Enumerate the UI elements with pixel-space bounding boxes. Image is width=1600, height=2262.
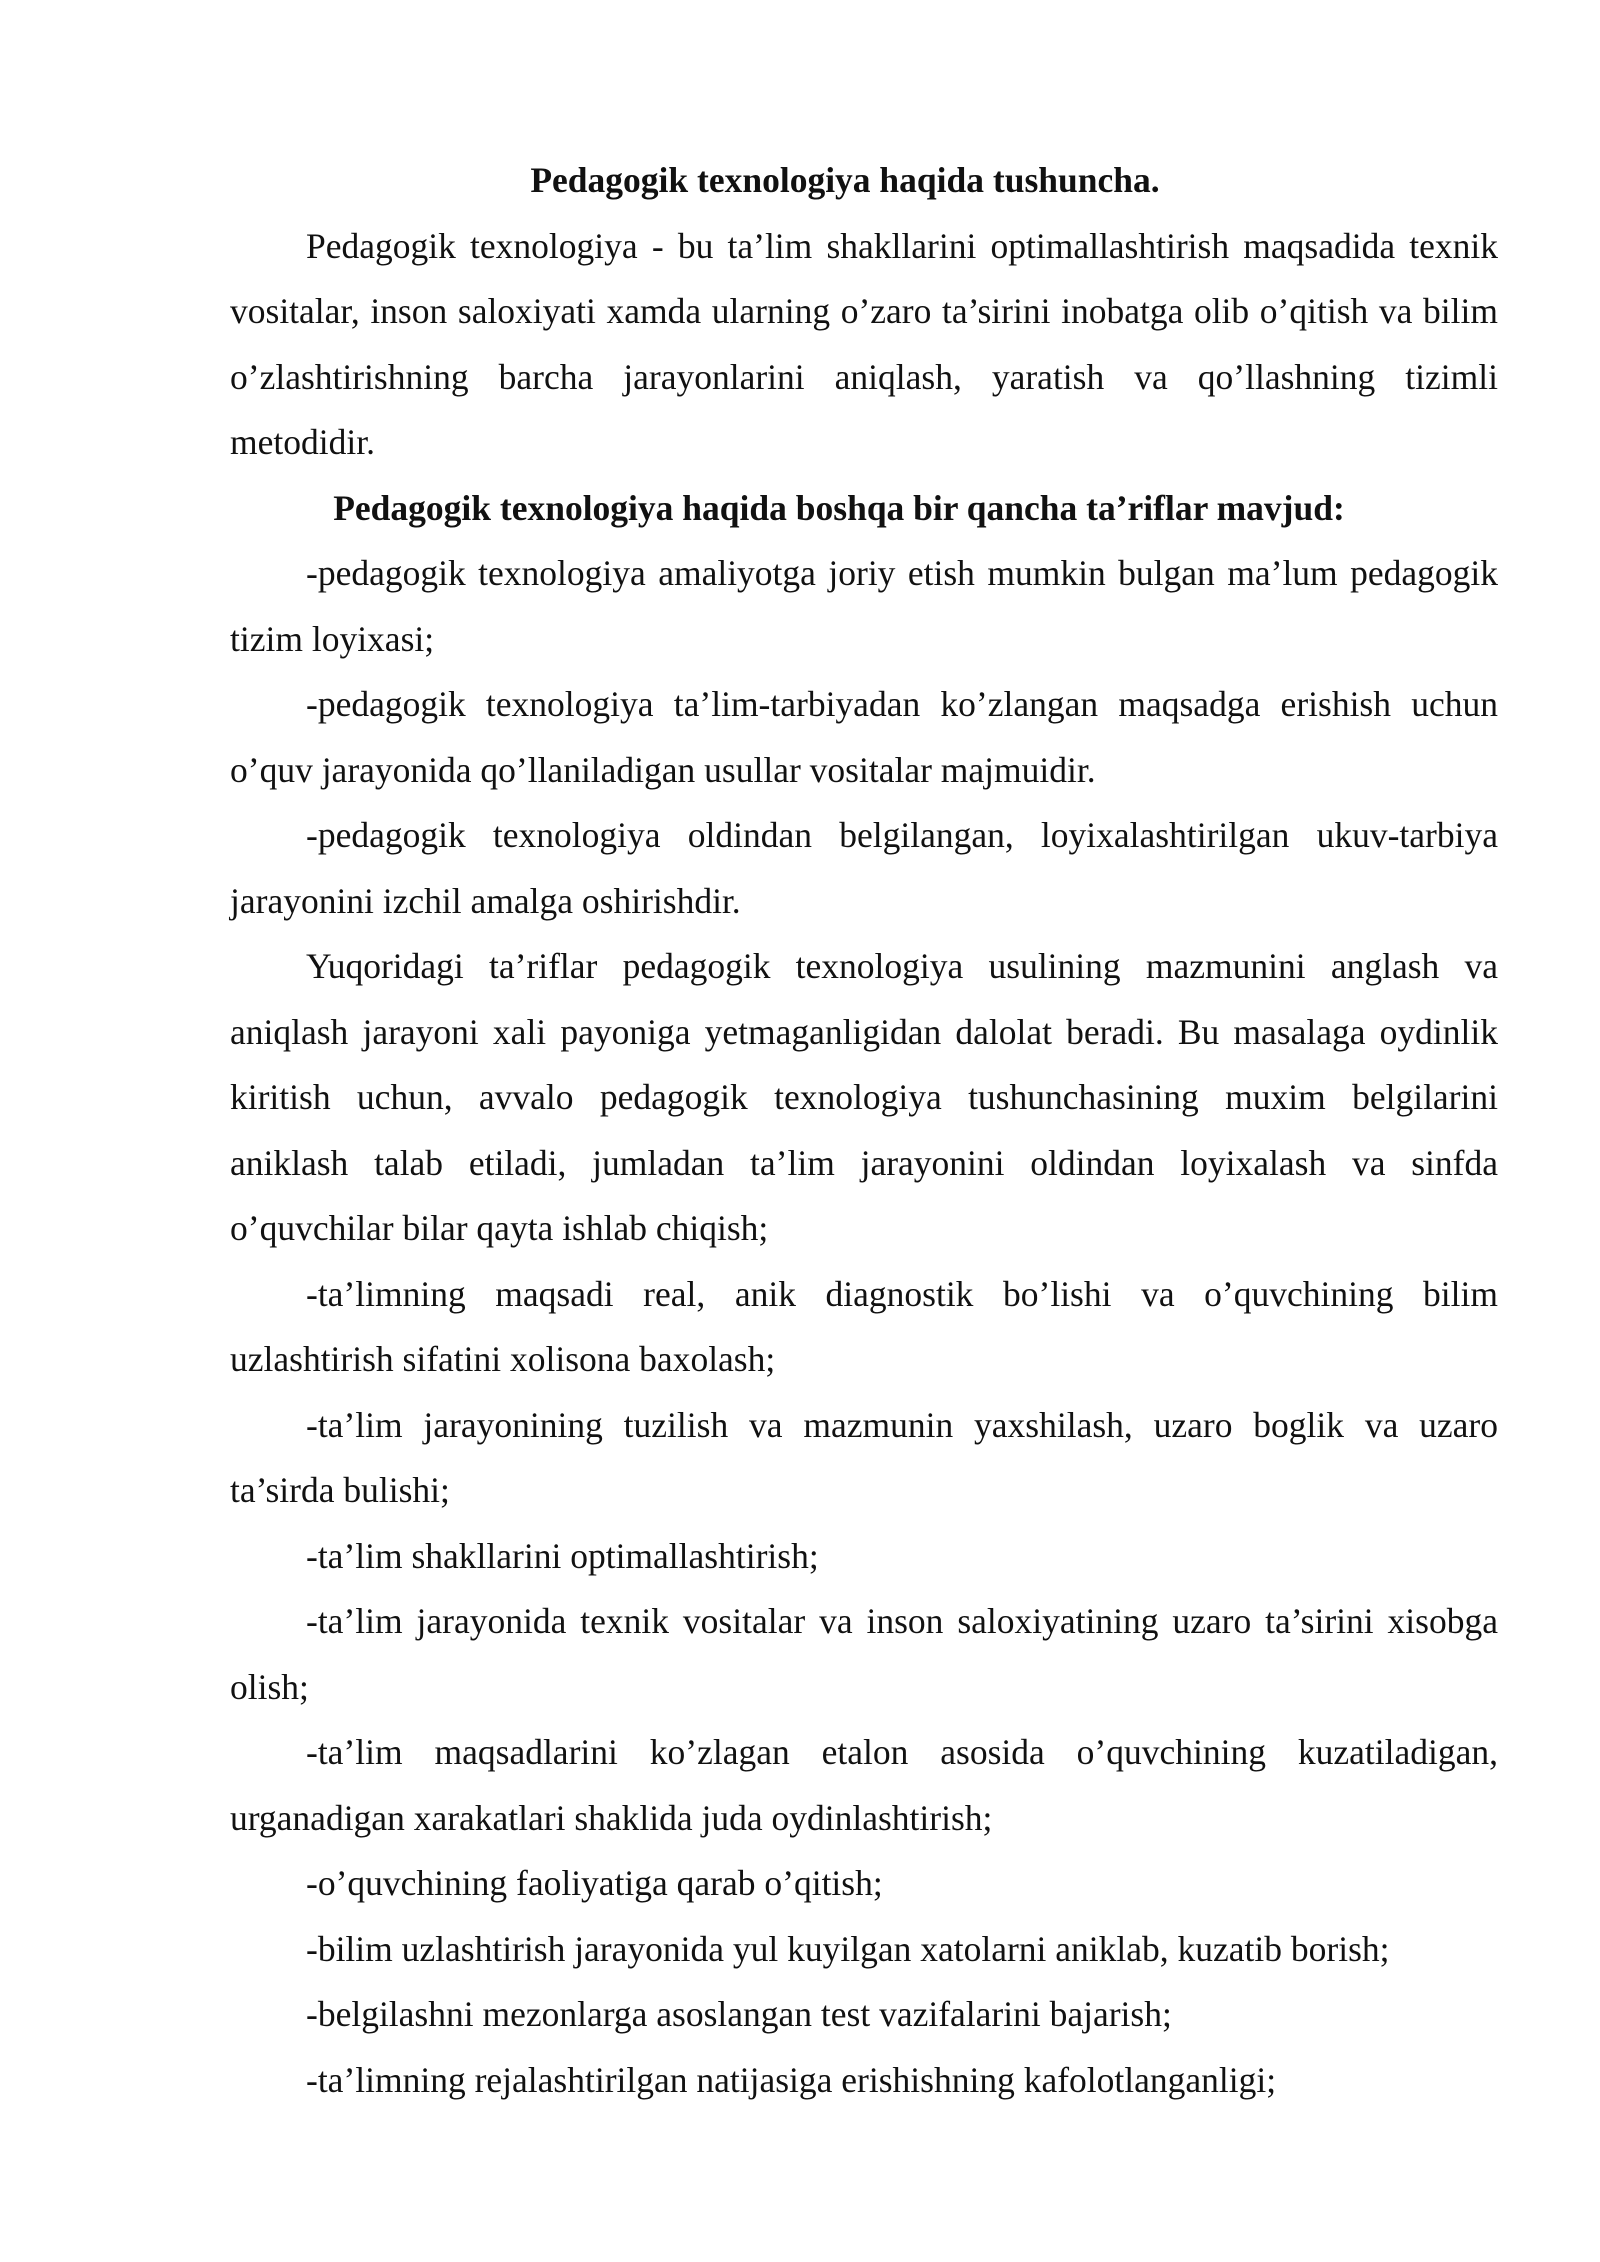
feature-item: -ta’limning rejalashtirilgan natijasiga erishishning kafolotlanganligi; (306, 2059, 1277, 2100)
feature-item: -belgilashni mezonlarga asoslangan test vazifalarini bajarish; (306, 1994, 1172, 2034)
definition-item: -pedagogik texnologiya amaliyotga joriy etish mumkin bulgan ma’lum pedagogik tizim loyixasi; (230, 553, 1498, 659)
feature-item: -ta’lim jarayonida texnik vositalar va inson saloxiyatining uzaro ta’sirini xisobga olish; (230, 1601, 1498, 1707)
feature-item: -ta’lim jarayonining tuzilish va mazmunin yaxshilash, uzaro boglik va uzaro ta’sirda bulishi; (230, 1404, 1498, 1510)
document-title: Pedagogik texnologiya haqida tushuncha. (530, 160, 1160, 200)
definitions-heading: Pedagogik texnologiya haqida boshqa bir qancha ta’riflar mavjud: (333, 487, 1345, 528)
document-page (230, 148, 1498, 2113)
summary-paragraph: Yuqoridagi ta’riflar pedagogik texnologiya usulining mazmunini anglash va aniqlash jarayoni xali payoniga yetmaganligidan dalolat beradi. Bu masalaga oydinlik kiritish uchun, avvalo pedagogik texnologiya tushunchasining muxim belgilarini aniklash talab etiladi, jumladan ta’lim jarayonini oldindan loyixalash va sinfda o’quvchilar bilar qayta ishlab chiqish; (230, 946, 1498, 1248)
feature-item: -ta’lim shakllarini optimallashtirish; (306, 1535, 819, 1576)
feature-item: -ta’lim maqsadlarini ko’zlagan etalon asosida o’quvchining kuzatiladigan, urganadigan xarakatlari shaklida juda oydinlashtirish; (230, 1732, 1498, 1838)
definition-item: -pedagogik texnologiya oldindan belgilangan, loyixalashtirilgan ukuv-tarbiya jarayonini izchil amalga oshirishdir. (230, 815, 1498, 921)
feature-item: -bilim uzlashtirish jarayonida yul kuyilgan xatolarni aniklab, kuzatib borish; (306, 1928, 1390, 1969)
feature-item: -o’quvchining faoliyatiga qarab o’qitish; (306, 1863, 883, 1903)
feature-item: -ta’limning maqsadi real, anik diagnostik bo’lishi va o’quvchining bilim uzlashtirish sifatini xolisona baxolash; (230, 1273, 1498, 1379)
intro-paragraph: Pedagogik texnologiya - bu ta’lim shakllarini optimallashtirish maqsadida texnik vositalar, inson saloxiyati xamda ularning o’zaro ta’sirini inobatga olib o’qitish va bilim o’zlashtirishning barcha jarayonlarini aniqlash, yaratish va qo’llashning tizimli metodidir. (230, 225, 1498, 462)
definition-item: -pedagogik texnologiya ta’lim-tarbiyadan ko’zlangan maqsadga erishish uchun o’quv jarayonida qo’llaniladigan usullar vositalar majmuidir. (230, 684, 1498, 790)
